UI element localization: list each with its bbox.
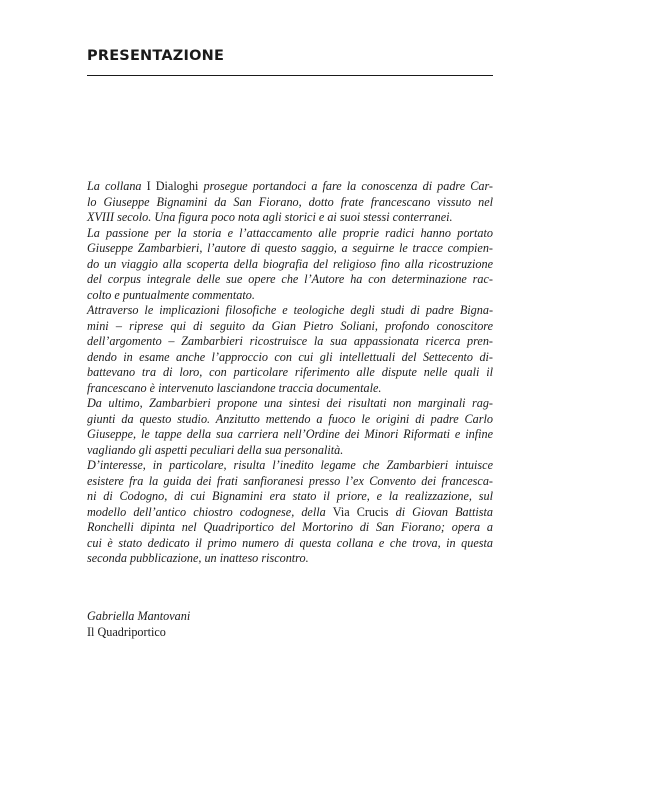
text-segment: prosegue portandoci a fare la conoscenza di padre Car- <box>198 179 493 193</box>
text-line <box>87 210 493 226</box>
signature-organization: Il Quadriportico <box>87 624 166 639</box>
text-line <box>87 458 493 474</box>
text-line <box>87 241 493 257</box>
text-segment: XVIII secolo. Una figura poco nota agli storici e ai suoi stessi conterranei. <box>87 210 453 224</box>
text-line <box>87 396 493 412</box>
signature-author: Gabriella Mantovani <box>87 609 191 623</box>
text-segment: cui è stato dedicato il primo numero di questa collana e che trova, in questa <box>87 535 493 550</box>
text-segment: Giuseppe, le tappe della sua carriera nell’Ordine dei Minori Riformati e infine <box>87 427 493 441</box>
text-line <box>87 551 493 567</box>
text-segment: dell’argomento – Zambarbieri ricostruisce la sua appassionata ricerca pren- <box>87 334 493 348</box>
text-line <box>87 505 493 521</box>
text-line <box>87 536 493 552</box>
text-segment: colto e puntualmente commentato. <box>87 287 255 302</box>
text-segment: giunti da questo studio. Anzitutto mettendo a fuoco le origini di padre Carlo <box>87 411 493 426</box>
text-line <box>87 257 493 273</box>
text-line <box>87 303 493 319</box>
text-line <box>87 381 493 397</box>
text-segment: do un viaggio alla scoperta della biografia del religioso fino alla ricostruzione <box>87 256 493 271</box>
text-segment: modello dell’antico chiostro codognese, della <box>87 504 333 519</box>
presentation-body <box>87 179 493 567</box>
text-segment: Attraverso le implicazioni filosofiche e teologiche degli studi di padre Bigna- <box>87 303 493 317</box>
text-segment: francescano è intervenuto lasciandone traccia documentale. <box>87 380 382 395</box>
signature-block <box>87 609 190 640</box>
text-line <box>87 427 493 443</box>
text-segment: Da ultimo, Zambarbieri propone una sintesi dei risultati non marginali rag- <box>87 396 493 410</box>
text-line <box>87 179 493 195</box>
text-line <box>87 350 493 366</box>
text-line <box>87 520 493 536</box>
text-segment: di Giovan Battista <box>388 504 494 519</box>
text-segment: lo Giuseppe Bignamini da San Fiorano, dotto frate francescano vissuto nel <box>87 194 493 209</box>
text-segment: battevano tra di loro, con particolare riferimento alle dispute nelle quali il <box>87 365 493 379</box>
text-line <box>87 474 493 490</box>
text-line <box>87 195 493 211</box>
text-segment: dendo in esame anche l’approccio con cui gli intellettuali del Settecento di- <box>87 349 493 364</box>
text-segment: del corpus integrale delle sue opere che l’Autore ha con determinazione rac- <box>87 272 493 286</box>
text-line <box>87 288 493 304</box>
text-line <box>87 334 493 350</box>
heading-rule <box>87 75 493 76</box>
text-segment: mini – riprese qui di seguito da Gian Pietro Soliani, profondo conoscitore <box>87 318 493 333</box>
text-line <box>87 412 493 428</box>
text-segment-roman: Via Crucis <box>332 504 389 519</box>
text-segment: ni di Codogno, di cui Bignamini era stato il priore, e la realizzazione, sul <box>87 489 493 503</box>
text-segment: La passione per la storia e l’attaccamento alle proprie radici hanno portato <box>87 225 493 240</box>
text-line <box>87 226 493 242</box>
text-segment: seconda pubblicazione, un inatteso riscontro. <box>87 551 309 565</box>
text-line <box>87 489 493 505</box>
page-title: PRESENTAZIONE <box>87 48 225 64</box>
text-segment: Giuseppe Zambarbieri, l’autore di questo saggio, a seguirne le tracce compien- <box>87 241 493 255</box>
text-segment: D’interesse, in particolare, risulta l’inedito legame che Zambarbieri intuisce <box>87 458 493 472</box>
text-segment: Ronchelli dipinta nel Quadriportico del Mortorino di San Fiorano; opera a <box>87 520 493 534</box>
text-line <box>87 319 493 335</box>
text-segment-roman: I Dialoghi <box>146 179 199 193</box>
text-segment: vagliando gli aspetti peculiari della sua personalità. <box>87 442 344 457</box>
text-line <box>87 443 493 459</box>
text-segment: La collana <box>87 179 147 193</box>
text-segment: esistere fra la guida dei frati sanfioranesi presso l’ex Convento dei francesca- <box>87 473 493 488</box>
text-line <box>87 272 493 288</box>
text-line <box>87 365 493 381</box>
